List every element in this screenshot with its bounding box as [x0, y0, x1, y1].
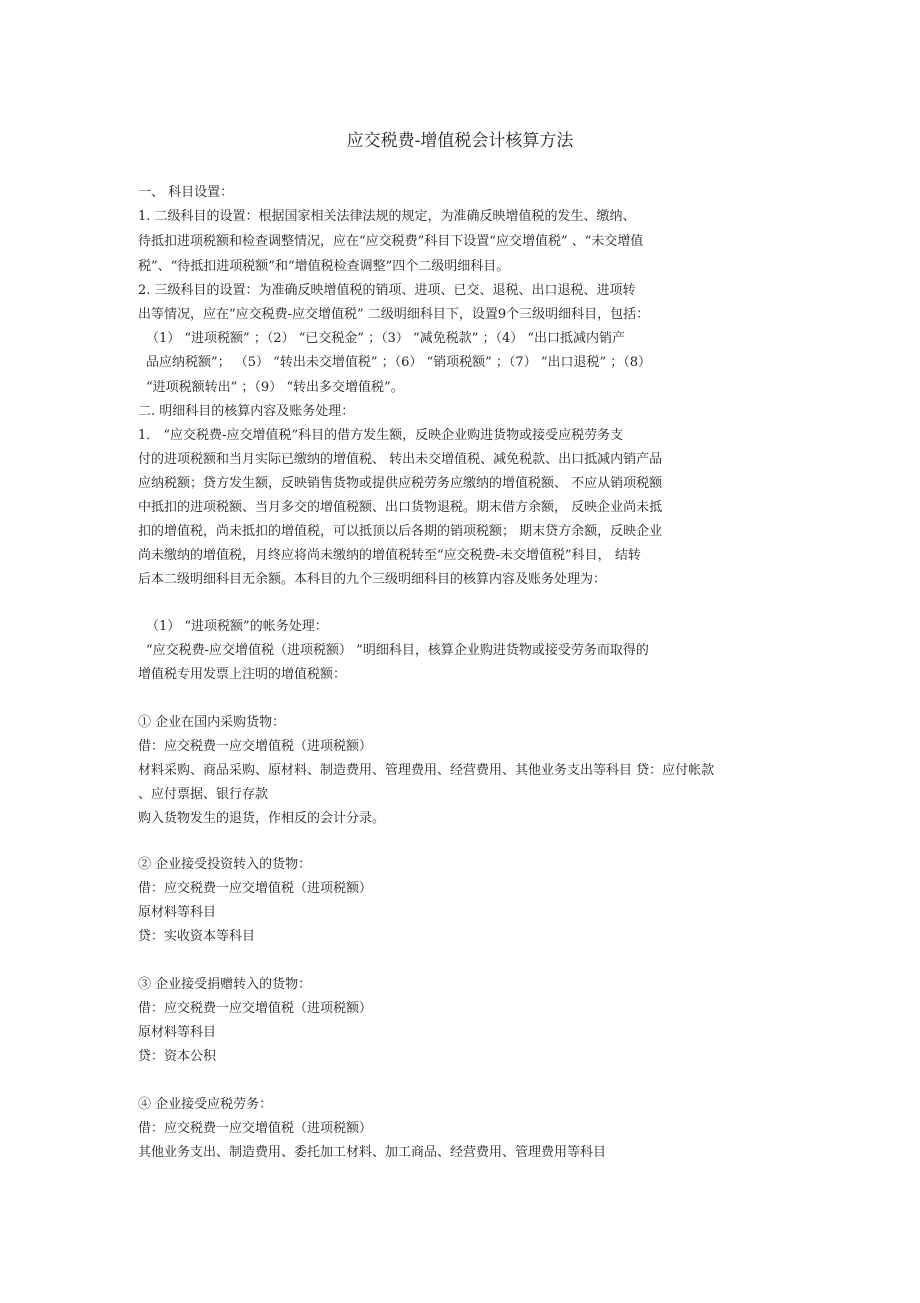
- paragraph-line: 中抵扣的进项税额、当月多交的增值税额、出口货物退税。期末借方余额， 反映企业尚未抵: [138, 500, 663, 515]
- entry-debit: 借：应交税费一应交增值税（进项税额）: [138, 739, 373, 754]
- paragraph-line: 2. 三级科目的设置：为准确反映增值税的销项、进项、已交、退税、出口退税、进项转: [138, 283, 636, 298]
- entry-line: 、应付票据、银行存款: [138, 787, 269, 802]
- entry-line: 购入货物发生的退货，作相反的会计分录。: [138, 811, 386, 826]
- paragraph-line: 1． “应交税费-应交增值税”科目的借方发生额，反映企业购进货物或接受应税劳务支: [138, 428, 624, 443]
- item-heading-2: ② 企业接受投资转入的货物：: [138, 857, 312, 872]
- paragraph-line: 增值税专用发票上注明的增值税额：: [138, 667, 347, 682]
- entry-credit: 贷：实收资本等科目: [138, 929, 256, 944]
- paragraph-line: 后本二级明细科目无余额。本科目的九个三级明细科目的核算内容及账务处理为：: [138, 572, 607, 587]
- paragraph-line: 品应纳税额”； （5） “转出未交增值税” ；（6） “销项税额” ；（7） “出口退税” ；（8）: [146, 355, 652, 370]
- paragraph-line: 1. 二级科目的设置：根据国家相关法律法规的规定，为准确反映增值税的发生、缴纳、: [138, 209, 636, 224]
- document-title: 应交税费-增值税会计核算方法: [346, 131, 574, 151]
- item-heading-3: ③ 企业接受捐赠转入的货物：: [138, 977, 312, 992]
- item-heading-4: ④ 企业接受应税劳务：: [138, 1097, 273, 1112]
- paragraph-line: 待抵扣进项税额和检查调整情况，应在“应交税费”科目下设置“应交增值税” 、“未交增值: [138, 234, 644, 249]
- item-heading-1: ① 企业在国内采购货物：: [138, 715, 286, 730]
- paragraph-line: “进项税额转出” ；（9） “转出多交增值税”。: [146, 380, 404, 395]
- subsection-heading: （1） “进项税额”的帐务处理：: [146, 619, 328, 634]
- paragraph-line: 出等情况，应在“应交税费-应交增值税” 二级明细科目下，设置9个三级明细科目，包括：: [138, 307, 650, 322]
- paragraph-line: 尚未缴纳的增值税，月终应将尚未缴纳的增值税转至“应交税费-未交增值税”科目， 结转: [138, 548, 641, 563]
- paragraph-line: （1） “进项税额” ；（2） “已交税金” ；（3） “减免税款” ；（4） “出口抵减内销产: [146, 331, 626, 346]
- entry-line: 其他业务支出、制造费用、委托加工材料、加工商品、经营费用、管理费用等科目: [138, 1145, 607, 1160]
- entry-debit: 借：应交税费一应交增值税（进项税额）: [138, 1001, 373, 1016]
- entry-line: 材料采购、商品采购、原材料、制造费用、管理费用、经营费用、其他业务支出等科目 贷：应付帐款: [138, 763, 715, 778]
- paragraph-line: “应交税费-应交增值税（进项税额） ”明细科目，核算企业购进货物或接受劳务而取得的: [146, 643, 649, 658]
- entry-credit: 贷：资本公积: [138, 1049, 217, 1064]
- section-heading-2: 二. 明细科目的核算内容及账务处理：: [138, 404, 355, 419]
- entry-line: 原材料等科目: [138, 1025, 217, 1040]
- paragraph-line: 应纳税额；贷方发生额，反映销售货物或提供应税劳务应缴纳的增值税额、 不应从销项税额: [138, 476, 663, 491]
- entry-line: 原材料等科目: [138, 905, 217, 920]
- section-heading-1: 一、 科目设置：: [138, 185, 234, 200]
- entry-debit: 借：应交税费一应交增值税（进项税额）: [138, 1121, 373, 1136]
- paragraph-line: 付的进项税额和当月实际已缴纳的增值税、 转出未交增值税、减免税款、出口抵减内销产品: [138, 452, 663, 467]
- entry-debit: 借：应交税费一应交增值税（进项税额）: [138, 881, 373, 896]
- paragraph-line: 扣的增值税，尚未抵扣的增值税，可以抵顶以后各期的销项税额； 期末贷方余额，反映企业: [138, 524, 663, 539]
- paragraph-line: 税”、“待抵扣进项税额”和“增值税检查调整”四个二级明细科目。: [138, 259, 510, 274]
